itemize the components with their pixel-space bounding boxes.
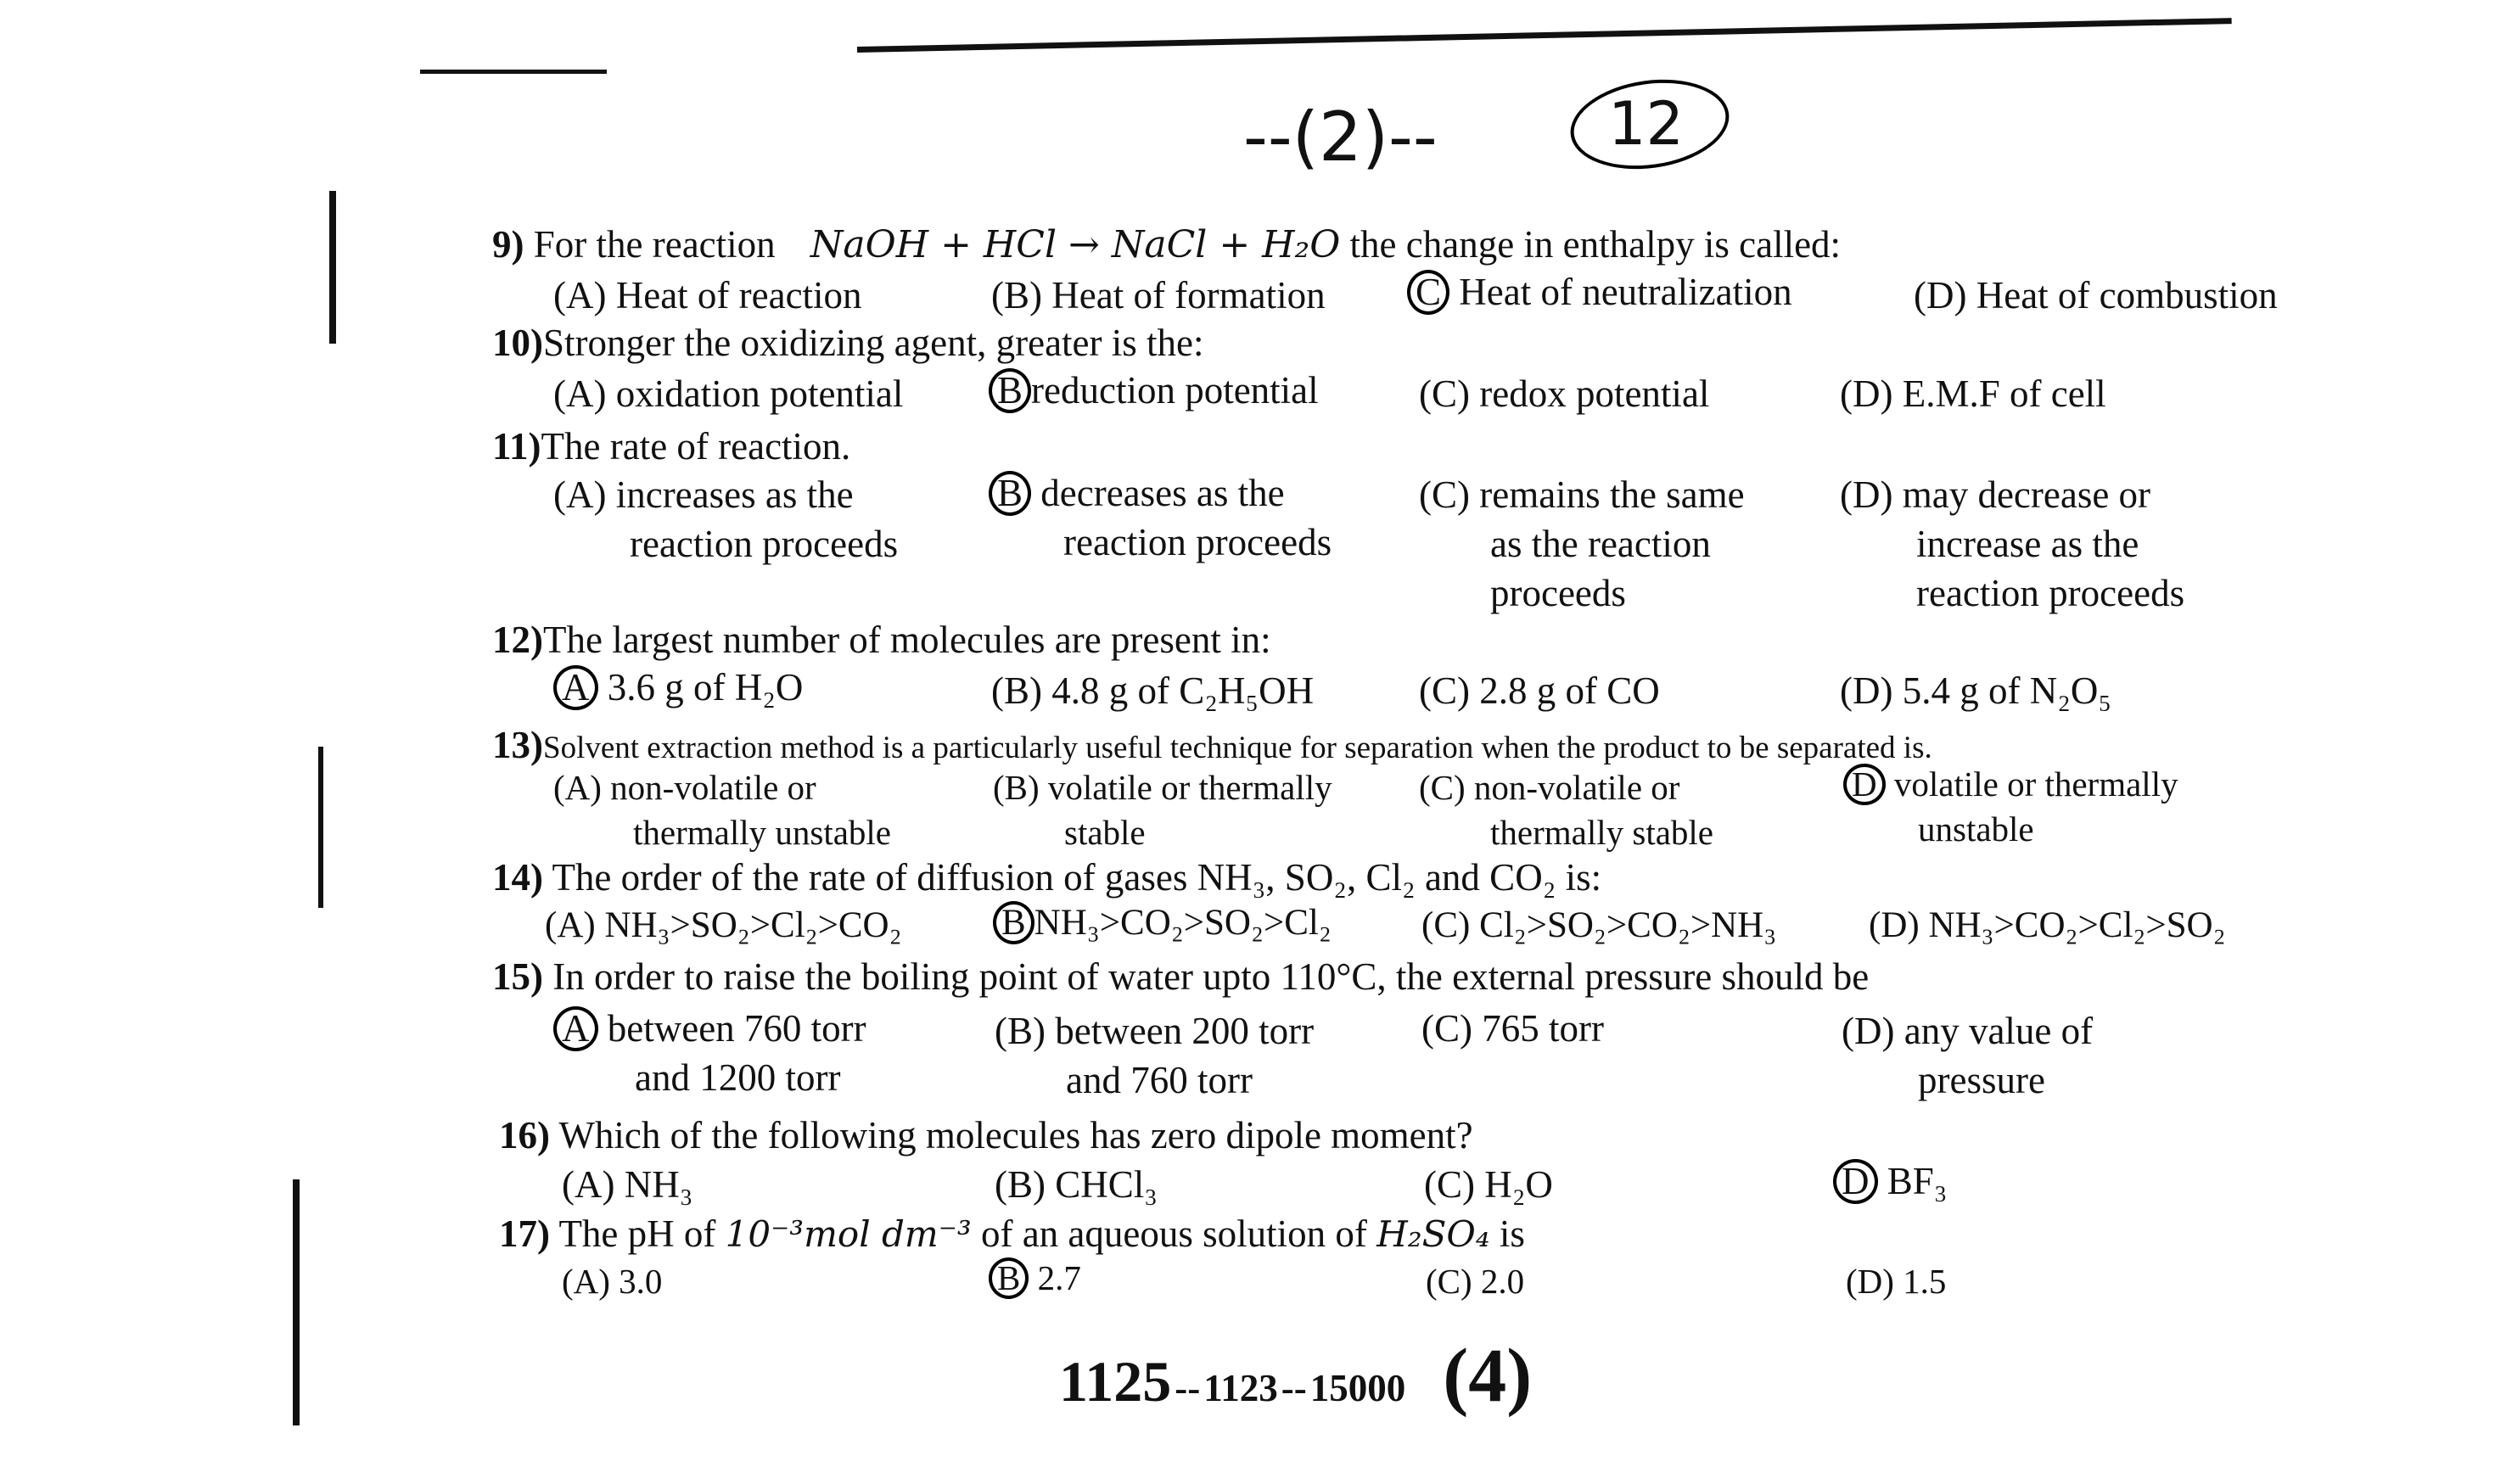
option-label: (C) xyxy=(1419,669,1470,712)
acid-formula: H₂SO₄ xyxy=(1376,1213,1490,1255)
option-b-selected xyxy=(993,901,1332,944)
option-text-line2: and 1200 torr xyxy=(635,1056,841,1099)
footer-separator: -- xyxy=(1281,1367,1307,1409)
option-c xyxy=(1421,1006,1604,1050)
option-label: (B) xyxy=(993,768,1040,807)
option-text: NH₃>CO₂>Cl₂>SO₂ xyxy=(1928,905,2226,945)
option-text: 2.8 g of CO xyxy=(1479,669,1660,712)
answer-circle: C xyxy=(1407,270,1449,315)
option-a xyxy=(545,904,902,946)
option-a xyxy=(562,1261,662,1302)
option-d-selected xyxy=(1833,1159,1947,1204)
option-text-line2: unstable xyxy=(1918,809,2034,848)
option-text-line1: any value of xyxy=(1903,1010,2094,1052)
option-c xyxy=(1419,765,1713,855)
option-label: (A) xyxy=(553,274,607,316)
footer-codes xyxy=(1059,1332,1532,1420)
option-label: (A) xyxy=(562,1163,615,1206)
option-d xyxy=(1842,1006,2093,1105)
question-17 xyxy=(499,1212,1525,1256)
option-d-selected xyxy=(1843,762,2178,852)
option-d xyxy=(1840,372,2106,416)
question-number: 15) xyxy=(492,955,543,998)
option-text: H₂O xyxy=(1484,1163,1553,1206)
option-d xyxy=(1869,904,2226,946)
option-label: (A) xyxy=(562,1262,610,1301)
option-text: 3.6 g of H₂O xyxy=(607,666,804,708)
option-text: 2.0 xyxy=(1480,1262,1525,1301)
option-label: (B) xyxy=(991,274,1042,316)
option-text: Heat of formation xyxy=(1051,274,1326,316)
option-label: (D) xyxy=(1842,1010,1895,1052)
footer-code-2: 1123 xyxy=(1203,1367,1278,1409)
option-label: (C) xyxy=(1421,1007,1472,1050)
option-text-line1: between 200 torr xyxy=(1055,1010,1315,1052)
option-text: E.M.F of cell xyxy=(1902,372,2106,415)
option-text-line1: non-volatile or xyxy=(610,768,816,807)
answer-circle: A xyxy=(553,665,598,710)
option-b xyxy=(991,273,1326,317)
option-text: 3.0 xyxy=(619,1262,663,1301)
option-label: (C) xyxy=(1424,1163,1475,1206)
option-label: (C) xyxy=(1421,905,1471,945)
option-b-selected xyxy=(989,468,1332,567)
option-text-line1: may decrease or xyxy=(1902,473,2151,516)
option-text: NH₃ xyxy=(624,1163,693,1206)
option-label: (B) xyxy=(995,1010,1046,1052)
option-label: (B) xyxy=(995,1163,1046,1206)
left-scan-edge-2 xyxy=(318,747,323,908)
footer-separator: -- xyxy=(1175,1367,1201,1409)
option-text-line2: pressure xyxy=(1918,1059,2045,1101)
option-b xyxy=(995,1162,1158,1207)
option-text-line2: stable xyxy=(1064,813,1146,852)
option-label: (D) xyxy=(1846,1262,1894,1301)
option-b-selected xyxy=(989,1257,1081,1299)
option-a-selected xyxy=(553,1004,866,1102)
option-text: 1.5 xyxy=(1903,1262,1947,1301)
option-text-line1: volatile or thermally xyxy=(1893,764,2178,804)
option-d xyxy=(1840,669,2111,713)
question-text: In order to raise the boiling point of water upto 110°C, the external pressure should be xyxy=(552,955,1870,998)
option-text: NH₃>SO₂>Cl₂>CO₂ xyxy=(604,905,902,945)
option-c-selected xyxy=(1407,270,1792,315)
option-text-line1: increases as the xyxy=(615,473,854,516)
option-text-line1: decreases as the xyxy=(1040,472,1285,514)
question-15 xyxy=(492,955,1869,999)
question-14 xyxy=(492,855,1601,899)
option-text-line2: reaction proceeds xyxy=(1063,521,1332,563)
answer-circle: B xyxy=(993,901,1034,944)
option-label: (A) xyxy=(553,372,607,415)
option-a xyxy=(553,470,898,568)
left-scan-edge-3 xyxy=(293,1179,300,1425)
option-a xyxy=(553,372,903,416)
option-d xyxy=(1840,470,2184,618)
concentration-formula: 10⁻³mol dm⁻³ xyxy=(725,1213,972,1255)
option-text-line3: proceeds xyxy=(1490,572,1626,614)
score-value: 12 xyxy=(1608,89,1685,159)
question-12 xyxy=(492,618,1271,662)
option-b xyxy=(995,1006,1314,1105)
option-text: 4.8 g of C₂H₅OH xyxy=(1051,669,1315,712)
question-number: 17) xyxy=(499,1212,550,1255)
answer-circle: D xyxy=(1833,1159,1878,1204)
option-c xyxy=(1419,470,1745,618)
page-marker: --(2)-- xyxy=(1243,98,1438,176)
option-text: Heat of reaction xyxy=(615,274,862,316)
question-11 xyxy=(492,424,850,468)
option-label: (D) xyxy=(1869,905,1920,945)
option-label: (D) xyxy=(1914,274,1967,316)
option-text: oxidation potential xyxy=(615,372,904,415)
question-prefix: For the reaction xyxy=(533,223,776,266)
option-text-line1: non-volatile or xyxy=(1473,768,1680,807)
option-text-line1: volatile or thermally xyxy=(1047,768,1332,807)
option-text: Cl₂>SO₂>CO₂>NH₃ xyxy=(1479,905,1777,945)
answer-circle: A xyxy=(553,1006,598,1051)
option-text: redox potential xyxy=(1479,372,1710,415)
question-16 xyxy=(499,1113,1473,1157)
option-text: 765 torr xyxy=(1482,1007,1604,1050)
question-13 xyxy=(492,723,1932,767)
option-text-line3: reaction proceeds xyxy=(1916,572,2185,614)
option-text-line2: increase as the xyxy=(1916,523,2139,565)
option-text: reduction potential xyxy=(1031,369,1319,412)
question-number: 10) xyxy=(492,322,543,364)
option-a xyxy=(553,273,862,317)
question-number: 11) xyxy=(492,425,541,468)
option-label: (C) xyxy=(1419,473,1470,516)
option-text-line2: thermally unstable xyxy=(633,813,891,852)
option-text: BF₃ xyxy=(1887,1160,1948,1202)
option-label: (A) xyxy=(545,905,596,945)
option-label: (D) xyxy=(1840,669,1893,712)
answer-circle: D xyxy=(1843,764,1886,805)
option-c xyxy=(1419,372,1709,416)
option-label: (C) xyxy=(1419,372,1470,415)
left-scan-edge-1 xyxy=(329,191,336,344)
option-label: (A) xyxy=(553,473,607,516)
option-text-line2: and 760 torr xyxy=(1066,1059,1253,1101)
option-text: 2.7 xyxy=(1037,1258,1081,1297)
option-d xyxy=(1914,273,2278,317)
question-number: 9) xyxy=(492,223,524,266)
top-scan-line-left xyxy=(420,70,607,74)
option-c xyxy=(1426,1261,1524,1302)
footer-code-3: 15000 xyxy=(1309,1367,1406,1409)
question-suffix: the change in enthalpy is called: xyxy=(1349,223,1842,266)
question-text: The rate of reaction. xyxy=(541,425,851,468)
option-d xyxy=(1846,1261,1946,1302)
footer-paper-number: (4) xyxy=(1443,1334,1533,1418)
option-b-selected xyxy=(989,368,1319,413)
option-c xyxy=(1421,904,1776,946)
option-label: (D) xyxy=(1840,372,1893,415)
option-text-line2: as the reaction xyxy=(1490,523,1711,565)
reaction-formula: NaOH + HCl → NaCl + H₂O xyxy=(810,223,1341,266)
option-text-line1: between 760 torr xyxy=(607,1007,866,1050)
answer-circle: B xyxy=(989,471,1031,516)
top-scan-line-right xyxy=(857,18,2232,53)
option-label: (B) xyxy=(991,669,1042,712)
option-text: Heat of neutralization xyxy=(1459,271,1792,313)
option-text: Heat of combustion xyxy=(1976,274,2278,316)
option-label: (A) xyxy=(553,768,602,807)
option-label: (C) xyxy=(1426,1262,1472,1301)
question-text: Which of the following molecules has zero dipole moment? xyxy=(558,1114,1473,1156)
question-prefix: The pH of xyxy=(558,1212,716,1255)
option-label: (D) xyxy=(1840,473,1893,516)
option-c xyxy=(1424,1162,1553,1207)
question-10 xyxy=(492,321,1204,365)
option-a-selected xyxy=(553,665,803,710)
question-text: Solvent extraction method is a particularly useful technique for separation when the product to be separated is. xyxy=(543,731,1932,765)
option-text: NH₃>CO₂>SO₂>Cl₂ xyxy=(1034,903,1332,943)
option-b xyxy=(993,765,1332,855)
footer-code-1: 1125 xyxy=(1059,1349,1172,1414)
answer-circle: B xyxy=(989,1257,1029,1299)
option-b xyxy=(991,669,1314,713)
question-text: Stronger the oxidizing agent, greater is the: xyxy=(543,322,1204,364)
question-9 xyxy=(492,222,1841,266)
option-c xyxy=(1419,669,1660,713)
question-text: The largest number of molecules are present in: xyxy=(543,619,1271,661)
option-text: CHCl₃ xyxy=(1055,1163,1158,1206)
option-text-line2: thermally stable xyxy=(1490,813,1713,852)
question-suffix: is xyxy=(1499,1212,1525,1255)
question-text: The order of the rate of diffusion of gases NH₃, SO₂, Cl₂ and CO₂ is: xyxy=(552,856,1602,899)
question-number: 16) xyxy=(499,1114,550,1156)
option-text-line1: remains the same xyxy=(1479,473,1745,516)
option-text: 5.4 g of N₂O₅ xyxy=(1902,669,2112,712)
question-number: 13) xyxy=(492,724,543,766)
answer-circle: B xyxy=(989,368,1031,413)
question-middle: of an aqueous solution of xyxy=(980,1212,1367,1255)
question-number: 12) xyxy=(492,619,543,661)
option-text-line2: reaction proceeds xyxy=(630,523,899,565)
question-number: 14) xyxy=(492,856,543,899)
option-label: (C) xyxy=(1419,768,1466,807)
option-a xyxy=(553,765,891,855)
option-a xyxy=(562,1162,692,1207)
